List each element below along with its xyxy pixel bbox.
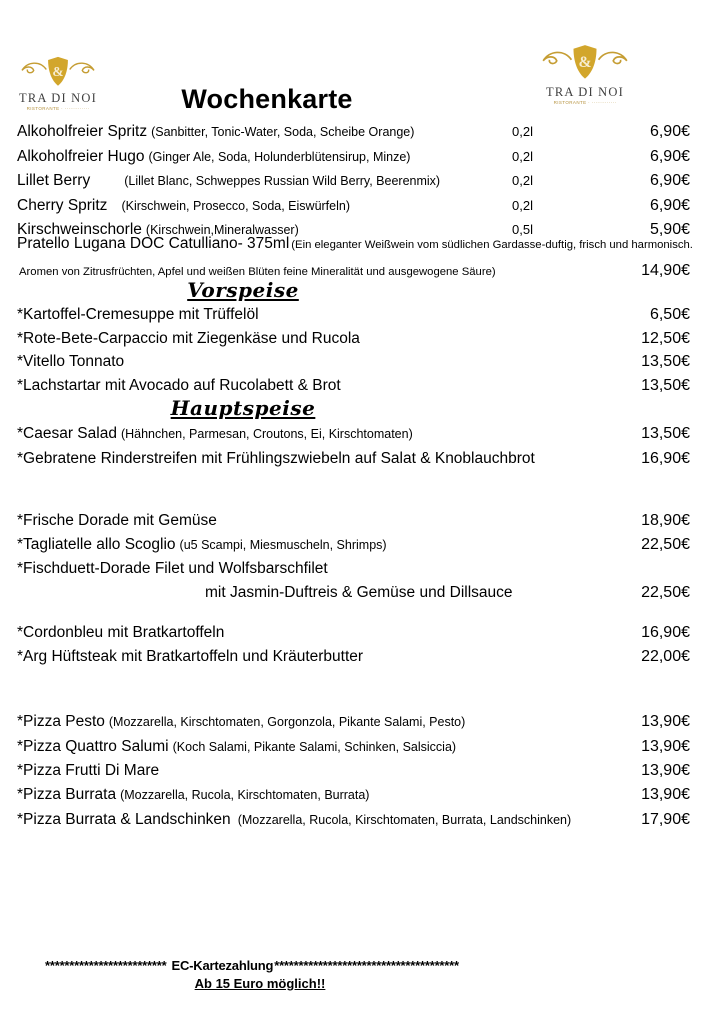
item-name: Pratello Lugana DOC Catulliano- 375ml bbox=[17, 235, 290, 252]
item-desc: (Sanbitter, Tonic-Water, Soda, Scheibe Orange) bbox=[151, 125, 415, 139]
item-volume: 0,2l bbox=[512, 197, 533, 213]
item-desc: (Mozzarella, Kirschtomaten, Gorgonzola, Pikante Salami, Pesto) bbox=[108, 715, 466, 729]
item-price: 13,50€ bbox=[641, 425, 690, 442]
item-name: *Fischduett-Dorade Filet und Wolfsbarschfilet bbox=[17, 560, 328, 577]
item-name: Alkoholfreier Hugo bbox=[17, 147, 145, 165]
menu-row bbox=[17, 509, 690, 533]
drink-row bbox=[17, 169, 690, 194]
item-price: 13,50€ bbox=[641, 353, 690, 370]
section-header-vorspeise: Vorspeise bbox=[187, 278, 299, 302]
item-price: 13,90€ bbox=[641, 737, 690, 755]
menu-row bbox=[17, 350, 690, 374]
item-price: 6,90€ bbox=[649, 123, 690, 140]
menu-row bbox=[17, 533, 690, 558]
item-name: *Rote-Bete-Carpaccio mit Ziegenkäse und Rucola bbox=[17, 329, 360, 347]
menu-row bbox=[17, 645, 690, 669]
drink-row bbox=[17, 194, 690, 219]
menu-row bbox=[17, 759, 690, 783]
item-volume: 0,2l bbox=[512, 124, 533, 139]
menu-row bbox=[17, 783, 690, 808]
item-name: Alkoholfreier Spritz bbox=[17, 123, 148, 140]
item-price: 22,50€ bbox=[641, 535, 690, 553]
item-desc: (Mozzarella, Rucola, Kirschtomaten, Burrata) bbox=[120, 788, 370, 803]
footer bbox=[45, 958, 585, 991]
menu-row bbox=[17, 621, 690, 645]
svg-text:&: & bbox=[578, 54, 592, 72]
item-price: 6,90€ bbox=[649, 196, 690, 214]
menu-row bbox=[17, 735, 690, 760]
hauptspeise-salads bbox=[17, 422, 690, 470]
item-price: 13,90€ bbox=[641, 713, 690, 730]
item-name: *Kartoffel-Cremesuppe mit Trüffelöl bbox=[17, 306, 259, 323]
wine-line-1 bbox=[17, 231, 693, 258]
footer-stars-left: ************************* bbox=[45, 958, 167, 973]
item-desc: (Kirschwein, Prosecco, Soda, Eiswürfeln) bbox=[121, 198, 350, 213]
item-name: *Frische Dorade mit Gemüse bbox=[17, 512, 217, 529]
drink-row bbox=[17, 120, 690, 145]
item-name: *Tagliatelle allo Scoglio bbox=[17, 535, 176, 553]
item-desc: (Lillet Blanc, Schweppes Russian Wild Berry, Beerenmix) bbox=[124, 174, 441, 188]
menu-row bbox=[17, 374, 690, 398]
section-header-hauptspeise: Hauptspeise bbox=[170, 396, 316, 420]
item-price: 18,90€ bbox=[641, 512, 690, 529]
menu-row bbox=[17, 447, 690, 471]
brand-emblem-icon bbox=[539, 44, 631, 86]
footer-stars-right: ************************************** bbox=[274, 958, 459, 973]
item-price: 22,00€ bbox=[641, 647, 690, 665]
item-desc: Aromen von Zitrusfrüchten, Apfel und weißen Blüten feine Mineralität und ausgewogene Säure) bbox=[19, 266, 496, 278]
item-desc: (Ein eleganter Weißwein vom südlichen Gardasse-duftig, frisch und harmonisch. bbox=[291, 239, 693, 251]
svg-text:&: & bbox=[52, 63, 64, 79]
item-volume: 0,5l bbox=[512, 222, 533, 237]
footer-ec-label: EC-Kartezahlung bbox=[171, 958, 274, 973]
brand-name: TRA DI NOI bbox=[546, 85, 624, 99]
menu-row bbox=[17, 327, 690, 351]
hauptspeise-fish bbox=[17, 509, 690, 604]
item-name: *Pizza Burrata bbox=[17, 786, 117, 804]
item-name: *Pizza Quattro Salumi bbox=[17, 737, 169, 755]
item-name: *Gebratene Rinderstreifen mit Frühlingszwiebeln auf Salat & Knoblauchbrot bbox=[17, 449, 535, 467]
item-name: *Arg Hüftsteak mit Bratkartoffeln und Kräuterbutter bbox=[17, 647, 364, 665]
item-name: *Lachstartar mit Avocado auf Rucolabett & Brot bbox=[17, 376, 341, 394]
item-desc: (Kirschwein,Mineralwasser) bbox=[145, 223, 299, 237]
menu-row bbox=[17, 808, 690, 833]
item-name: Cherry Spritz bbox=[17, 196, 108, 214]
brand-tagline: RISTORANTE · ············· bbox=[26, 106, 90, 111]
item-price: 16,90€ bbox=[641, 624, 690, 641]
item-price: 6,50€ bbox=[649, 306, 690, 323]
item-price: 22,50€ bbox=[641, 583, 690, 601]
item-name: *Vitello Tonnato bbox=[17, 353, 125, 370]
item-price: 5,90€ bbox=[649, 221, 690, 238]
menu-row-continuation bbox=[17, 581, 690, 605]
brand-tagline: RISTORANTE · ············· bbox=[553, 100, 617, 105]
item-price: 16,90€ bbox=[641, 449, 690, 467]
item-volume: 0,2l bbox=[512, 148, 533, 164]
item-desc: (Hähnchen, Parmesan, Croutons, Ei, Kirschtomaten) bbox=[120, 427, 413, 441]
pizza-section bbox=[17, 710, 690, 833]
item-desc: (Koch Salami, Pikante Salami, Schinken, Salsiccia) bbox=[172, 739, 457, 754]
item-name: *Caesar Salad bbox=[17, 425, 117, 442]
item-name: *Pizza Frutti Di Mare bbox=[17, 762, 160, 780]
item-price: 14,90€ bbox=[641, 262, 690, 279]
item-price: 13,90€ bbox=[641, 786, 690, 804]
page-title: Wochenkarte bbox=[181, 84, 353, 114]
item-desc: (Ginger Ale, Soda, Holunderblütensirup, Minze) bbox=[148, 149, 411, 164]
item-name: *Pizza Burrata & Landschinken bbox=[17, 810, 231, 828]
item-price: 12,50€ bbox=[641, 329, 690, 347]
hauptspeise-meat bbox=[17, 621, 690, 668]
footer-ec-line bbox=[45, 958, 585, 973]
item-price: 6,90€ bbox=[649, 147, 690, 165]
menu-row bbox=[17, 303, 690, 327]
item-price: 6,90€ bbox=[649, 172, 690, 189]
item-name: *Pizza Pesto bbox=[17, 713, 105, 730]
drinks-section bbox=[17, 120, 690, 243]
item-name: Kirschweinschorle bbox=[17, 221, 142, 238]
item-volume: 0,2l bbox=[512, 173, 533, 188]
item-name: Lillet Berry bbox=[17, 172, 91, 189]
item-price: 13,90€ bbox=[641, 762, 690, 780]
item-price: 17,90€ bbox=[641, 810, 690, 828]
item-price: 13,50€ bbox=[641, 376, 690, 394]
menu-row bbox=[17, 422, 690, 447]
brand-logo-right bbox=[539, 44, 631, 106]
wine-entry bbox=[17, 231, 693, 285]
item-name: mit Jasmin-Duftreis & Gemüse und Dillsauce bbox=[205, 583, 513, 601]
menu-row bbox=[17, 710, 690, 735]
vorspeise-section bbox=[17, 303, 690, 397]
brand-name: TRA DI NOI bbox=[19, 91, 97, 105]
item-desc: (Mozzarella, Rucola, Kirschtomaten, Burrata, Landschinken) bbox=[237, 812, 572, 827]
item-name: *Cordonbleu mit Bratkartoffeln bbox=[17, 624, 225, 641]
drink-row bbox=[17, 145, 690, 170]
footer-minimum-note: Ab 15 Euro möglich!! bbox=[194, 976, 326, 991]
item-desc: (u5 Scampi, Miesmuscheln, Shrimps) bbox=[179, 537, 387, 552]
menu-row bbox=[17, 557, 690, 581]
